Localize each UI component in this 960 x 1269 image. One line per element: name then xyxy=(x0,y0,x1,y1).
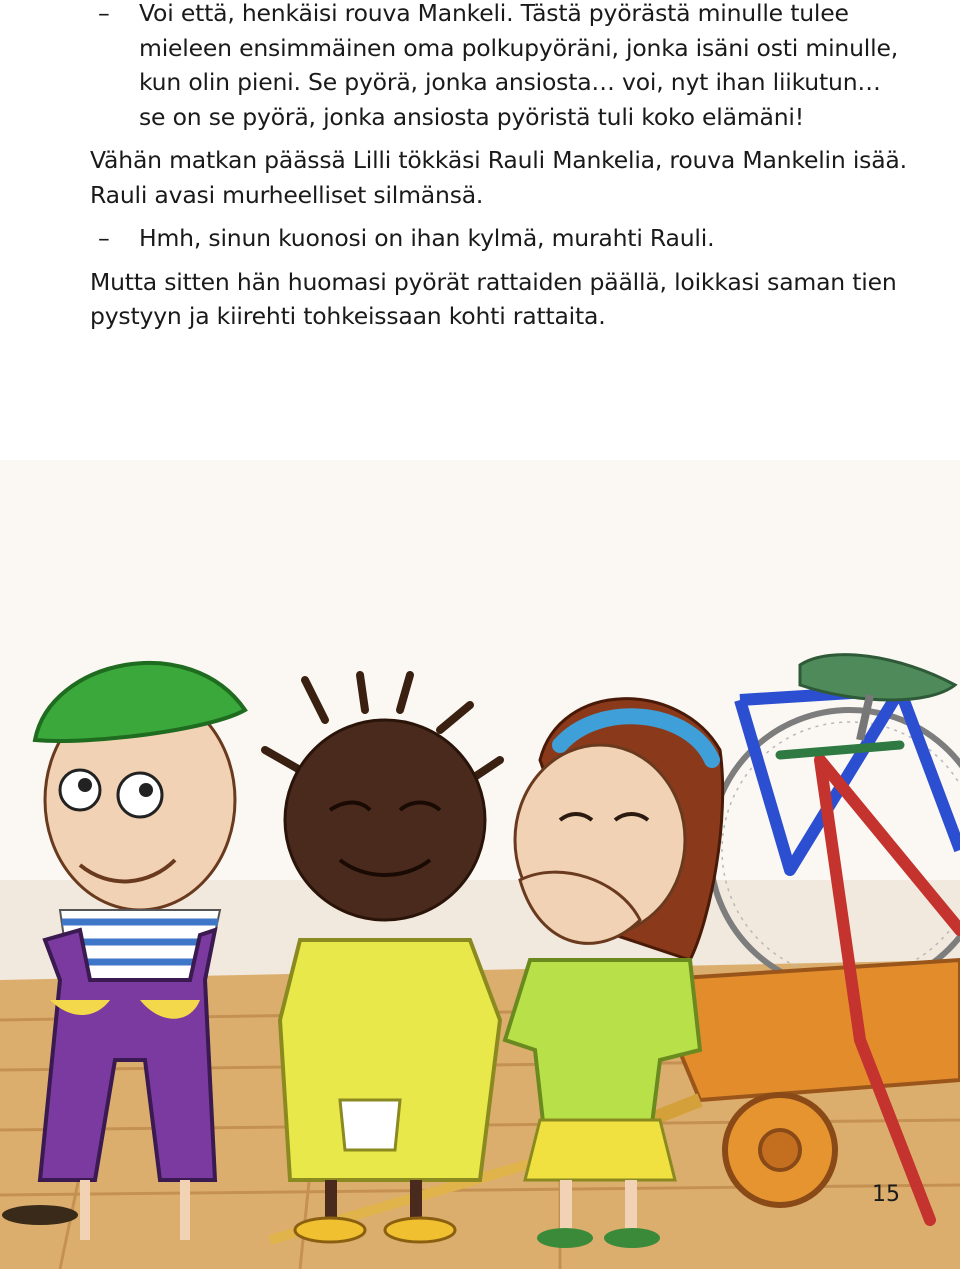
floor-hole xyxy=(2,1205,78,1225)
dialogue-paragraph-1 xyxy=(0,0,960,134)
dialogue-dash: – xyxy=(98,224,110,252)
yellow-skirt xyxy=(525,1120,675,1180)
dialogue-paragraph-3 xyxy=(0,221,960,256)
children-and-bicycles-illustration xyxy=(0,460,960,1269)
page-number: 15 xyxy=(872,1182,900,1207)
paragraph-3-text: Hmh, sinun kuonosi on ihan kylmä, murahti Rauli. xyxy=(139,224,715,252)
story-text xyxy=(0,0,960,334)
narrative-paragraph-2: Vähän matkan päässä Lilli tökkäsi Rauli Mankelia, rouva Mankelin isää. Rauli avasi murheelliset silmänsä. xyxy=(90,146,907,209)
narrative-paragraph-4: Mutta sitten hän huomasi pyörät rattaiden päällä, loikkasi saman tien pystyyn ja kiirehti tohkeissaan kohti rattaita. xyxy=(90,267,897,330)
paragraph-1-text: Voi että, henkäisi rouva Mankeli. Tästä pyörästä minulle tulee mieleen ensimmäinen oma polkupyöräni, jonka isäni osti minulle, kun olin pieni. Se pyörä, jonka ansiosta… voi, nyt ihan liikutun… se on se pyörä, jonka ansiosta pyöristä tuli koko elämäni! xyxy=(139,0,898,131)
dialogue-dash: – xyxy=(98,0,110,27)
dress-pocket xyxy=(340,1100,400,1150)
